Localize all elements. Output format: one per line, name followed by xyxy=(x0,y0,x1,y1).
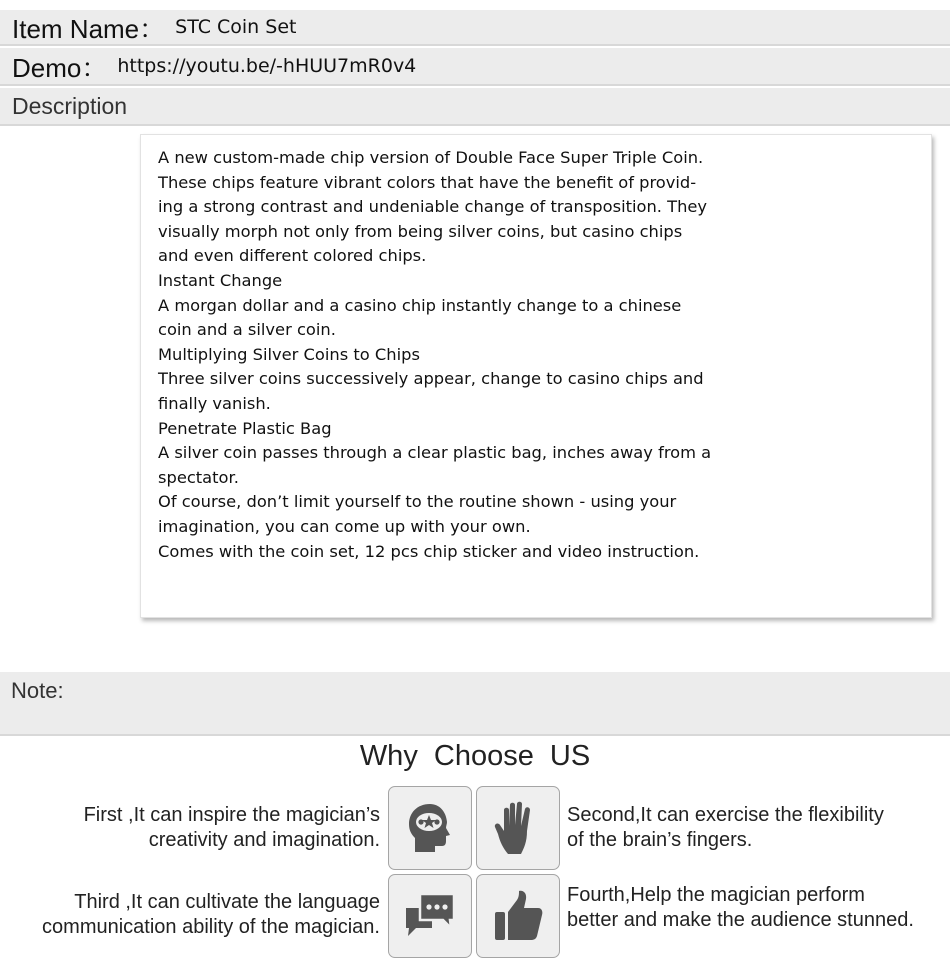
description-line: Instant Change xyxy=(158,270,283,290)
thumbs-up-tile xyxy=(476,874,560,958)
reason-second: Second,It can exercise the flexibility of the brain’s fingers. xyxy=(567,804,884,851)
item-name-label: Item Name： xyxy=(12,13,166,44)
demo-row xyxy=(0,48,950,86)
reason-first: First ,It can inspire the magician’s creativity and imagination. xyxy=(83,804,380,851)
item-name-value: STC Coin Set xyxy=(175,16,297,38)
description-label: Description xyxy=(12,92,128,119)
reason-fourth: Fourth,Help the magician perform better and make the audience stunned. xyxy=(567,884,914,931)
demo-label: Demo： xyxy=(12,52,108,83)
note-label: Note: xyxy=(11,678,64,703)
brain-head-icon xyxy=(400,798,460,858)
chat-bubbles-icon xyxy=(400,886,460,946)
description-line: A new custom-made chip version of Double Face Super Triple Coin. xyxy=(158,148,704,167)
description-line: These chips feature vibrant colors that have the benefit of provid- xyxy=(158,172,697,192)
description-line: ing a strong contrast and undeniable change of transposition. They xyxy=(158,197,708,217)
note-bar xyxy=(0,672,950,736)
description-line: and even different colored chips. xyxy=(158,246,427,266)
description-line: A morgan dollar and a casino chip instantly change to a chinese xyxy=(158,295,682,315)
chat-bubbles-tile xyxy=(388,874,472,958)
description-line: Three silver coins successively appear, change to casino chips and xyxy=(158,369,704,389)
description-line: Penetrate Plastic Bag xyxy=(158,418,332,438)
brain-head-tile xyxy=(388,786,472,870)
description-line: coin and a silver coin. xyxy=(158,320,336,340)
hand-icon xyxy=(488,798,548,858)
description-box xyxy=(140,134,932,618)
description-header xyxy=(0,88,950,126)
description-line: A silver coin passes through a clear plastic bag, inches away from a xyxy=(158,443,712,463)
hand-tile xyxy=(476,786,560,870)
reason-third: Third ,It can cultivate the language communication ability of the magician. xyxy=(42,891,380,938)
description-line: Multiplying Silver Coins to Chips xyxy=(158,344,420,364)
why-choose-us-title: Why Choose US xyxy=(359,740,591,772)
item-name-row xyxy=(0,10,950,46)
description-line: finally vanish. xyxy=(158,393,271,413)
demo-link[interactable]: https://youtu.be/-hHUU7mR0v4 xyxy=(117,55,417,77)
thumbs-up-icon xyxy=(488,886,548,946)
description-line: imagination, you can come up with your own. xyxy=(158,516,531,536)
description-line: Comes with the coin set, 12 pcs chip sticker and video instruction. xyxy=(158,541,700,561)
description-line: spectator. xyxy=(158,467,239,487)
description-line: Of course, don’t limit yourself to the routine shown - using your xyxy=(158,492,677,512)
description-line: visually morph not only from being silver coins, but casino chips xyxy=(158,221,683,241)
